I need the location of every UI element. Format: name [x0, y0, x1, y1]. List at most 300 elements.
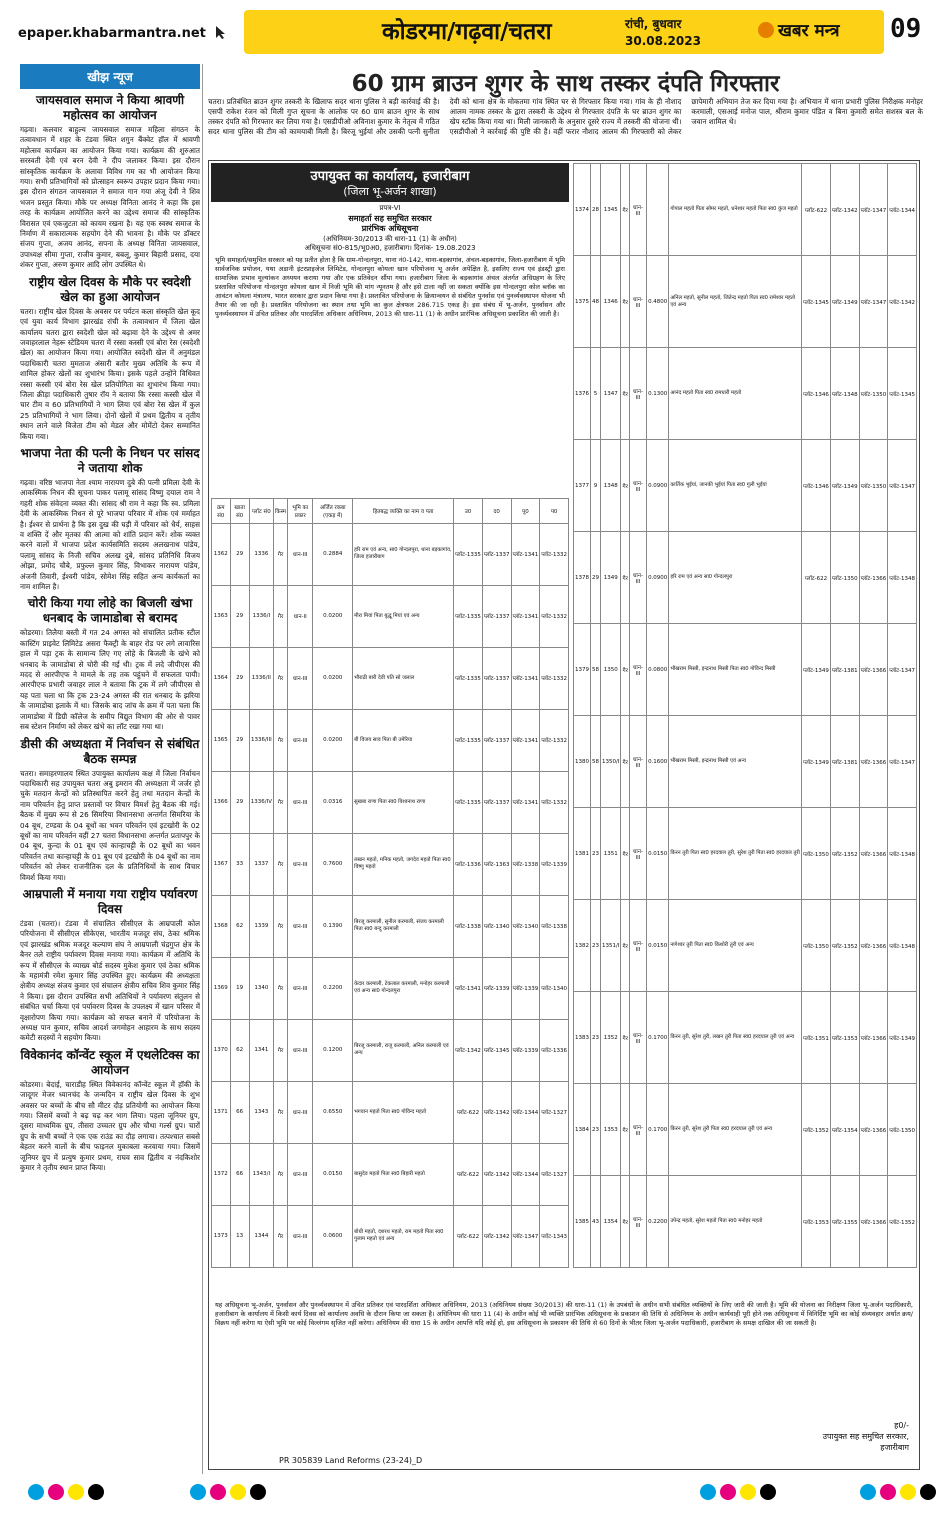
cell-n: प्लॉट-1353: [802, 1176, 831, 1268]
cell-s: प्लॉट-1342: [482, 1143, 511, 1205]
notice-act: (अधिनियम-30/2013 की धारा-11 (1) के अधीन): [323, 234, 457, 243]
cell-area: 0.0150: [647, 808, 669, 900]
cell-no: 1367: [212, 833, 231, 895]
column-header: द0: [482, 498, 511, 523]
registration-dot: [190, 1484, 206, 1500]
cell-area: 0.0200: [313, 709, 353, 771]
cell-kism: गैर: [273, 523, 287, 585]
table-row: [212, 1143, 569, 1205]
cell-area: [647, 164, 669, 256]
registration-dot: [740, 1484, 756, 1500]
cell-khata: 23: [591, 900, 601, 992]
cell-e: प्लॉट-1366: [859, 900, 888, 992]
cell-e: प्लॉट-1347: [859, 164, 888, 256]
cell-plot: 1347: [601, 348, 621, 440]
cell-e: प्लॉट-1366: [859, 1084, 888, 1176]
signature-block: [823, 1420, 909, 1453]
cell-owner: भगवान महतो पिता स्व0 गोविन्द महतो: [353, 1081, 454, 1143]
cell-plot: 1348: [601, 440, 621, 532]
cell-type: धान-III: [288, 833, 313, 895]
cell-n: प्लॉट-622: [454, 1081, 483, 1143]
cell-area: 0.6550: [313, 1081, 353, 1143]
cell-area: 0.1390: [313, 895, 353, 957]
cell-khata: 5: [591, 348, 601, 440]
cell-area: 0.1700: [647, 1084, 669, 1176]
cell-w: प्लॉट-1348: [888, 900, 917, 992]
cell-s: प्लॉट-1349: [830, 256, 859, 348]
cell-n: प्लॉट-1342: [454, 1019, 483, 1081]
cell-type: धान-III: [288, 647, 313, 709]
cell-s: प्लॉट-1337: [482, 523, 511, 585]
table-row: [574, 992, 917, 1084]
cell-n: प्लॉट-1349: [802, 624, 831, 716]
registration-dot: [900, 1484, 916, 1500]
column-header: प्लॉट सं0: [249, 498, 273, 523]
dateline: [625, 16, 701, 50]
cell-type: धान-III: [288, 957, 313, 1019]
cell-type: धान-III: [288, 771, 313, 833]
cell-khata: 29: [230, 709, 249, 771]
cell-s: प्लॉट-1348: [830, 348, 859, 440]
notice-subject: समाहर्ता सह समुचित सरकार: [348, 213, 432, 223]
cell-area: 0.4800: [647, 256, 669, 348]
table-row: [212, 523, 569, 585]
cell-s: प्लॉट-1342: [482, 1205, 511, 1267]
cell-n: प्लॉट-622: [454, 1143, 483, 1205]
cell-plot: 1354: [601, 1176, 621, 1268]
cell-plot: 1343/I: [249, 1143, 273, 1205]
section-label: खीझ न्यूज: [20, 64, 200, 89]
cell-area: 0.0316: [313, 771, 353, 833]
registration-dot: [700, 1484, 716, 1500]
cell-e: प्लॉट-1366: [859, 992, 888, 1084]
cell-w: प्लॉट-1332: [540, 647, 569, 709]
cell-khata: 58: [591, 716, 601, 808]
news-story: [20, 737, 200, 883]
news-story: [20, 446, 200, 592]
notice-body: भूमि समाहर्ता/समुचित सरकार को यह प्रतीत होता है कि ग्राम-गोन्दलपुरा, थाना नं0-142, थाना-बड़कागांव, अंचल-बड़कागांव, जिला-हजारीबाग में भूमि सार्वजनिक प्रयोजन, यथा अडानी इंटरप्राइजेज लिमिटेड, गोन्दलपुरा कोयला खान परियोजना भू अर्जन अपेक्षित है, इसलिए राज्य एवं इंडस्ट्री द्वारा सामाजिक प्रभाव मूल्यांकन अध्ययन कराया गया और एक प्रतिवेदन सौंपा गया। हजारीबाग जिला के बड़कागांव अंचल अंतर्गत अधिग्रहण के लिए प्रस्तावित परियोजना गोन्दलपुरा कोयला खान में निजी भूमि की मांग न्यूनतम है और इसे टाला नहीं जा सकता क्योंकि इस गोन्दलपुरा कोल ब्लॉक का आवंटन कोयला मंत्रालय, भारत सरकार द्वारा प्रदान किया गया है। प्रस्तावित परियोजना के क्रियान्वयन से संबंधित पुनर्वास एवं पुनर्व्यवस्थापन योजना भी तैयार की जा रही है। प्रस्तावित परियोजना का स्थान तथा भूमि का कुल क्षेत्रफल 286.715 एकड़ है। इस संबंध में भू-अर्जन, पुनर्वासन और पुनर्व्यवस्थापन में उचित प्रतिकर और पारदर्शिता अधिकार अधिनियम, 2013 की धारा-11 (1) के अधीन प्रारंभिक अधिसूचना प्रकाशित की जाती है।: [215, 255, 565, 318]
cell-s: प्लॉट-1342: [830, 164, 859, 256]
cell-owner: गोपाल महतो पिता सोमर महतो, धनेश्वर महतो पिता स्व0 कुंज महतो: [669, 164, 802, 256]
cell-type: धान-III: [288, 1205, 313, 1267]
cell-w: प्लॉट-1352: [888, 1176, 917, 1268]
cell-kism: गैर: [621, 808, 629, 900]
cell-no: 1380: [574, 716, 591, 808]
cell-owner: अनिल महतो, सुनील महतो, जितेन्द्र महतो पिता स्व0 रामेश्वर महतो एवं अन्य: [669, 256, 802, 348]
cell-kism: गैर: [273, 585, 287, 647]
cell-w: प्लॉट-1348: [888, 808, 917, 900]
cell-owner: उपेन्द्र महतो, सुरेश महतो पिता स्व0 मनोहर महतो: [669, 1176, 802, 1268]
notice-intro: [215, 204, 565, 254]
cell-type: धान-III: [629, 992, 646, 1084]
cell-w: प्लॉट-1338: [540, 895, 569, 957]
cell-type: धान-III: [629, 256, 646, 348]
story-title: भाजपा नेता की पत्नी के निधन पर सांसद ने जताया शोक: [20, 445, 200, 475]
cell-area: 0.0800: [647, 624, 669, 716]
registration-dot: [68, 1484, 84, 1500]
table-row: [212, 771, 569, 833]
notice-header: [211, 163, 569, 202]
place-day: रांची, बुधवार: [625, 17, 682, 31]
cell-plot: 1340: [249, 957, 273, 1019]
cell-khata: 29: [230, 771, 249, 833]
cell-owner: बिरजू करमाली, राजू करमाली, अनिल करमाली एवं अन्य: [353, 1019, 454, 1081]
table-row: [574, 808, 917, 900]
cell-owner: सुखबा राणा पिता स्व0 विश्वनाथ राणा: [353, 771, 454, 833]
cell-w: प्लॉट-1332: [540, 585, 569, 647]
cell-type: धान-III: [629, 808, 646, 900]
cell-area: 0.0150: [647, 900, 669, 992]
story-body: टंडवा (चतरा)। टंडवा में संचालित सीसीएल के आम्रपाली कोल परियोजना में सीसीएल सीकेएस, भारतीय मजदूर संघ, ठेका श्रमिक एवं झारखंड श्रमिक मजदूर कल्याण संघ ने आम्रपाली चंद्रगुप्त क्षेत्र के बैनर तले राष्ट्रीय पर्यावरण दिवस मनाया गया। कार्यक्रम में अतिथि के रूप में सीसीएल के व्याख्य बोर्ड सदस्य मुकेश कुमार एवं ठेका श्रमिक के महामंत्री रमेश कुमार सिंह उपस्थित हुए। कार्यक्रम की अध्यक्षता क्षेत्रीय अध्यक्ष संजय कुमार एवं संचालन क्षेत्रीय सचिव शिव कुमार सिंह ने किया। इस दौरान उपस्थित सभी अतिथियों ने पर्यावरण संतुलन से संबंधित चर्चा किया एवं पर्यावरण दिवस के उपलक्ष्य में खान परिसर में वृक्षारोपण किया गया। कार्यक्रम को सफल बनाने में परियोजना के अध्यक्ष पान कुमार, सचिव आदर्श जगमोहन आहारम के साथ सदस्य कमेटी सदस्यों ने सहयोग किया।: [20, 918, 200, 1043]
column-header: उ0: [454, 498, 483, 523]
cell-e: प्लॉट-1339: [511, 957, 540, 1019]
cell-e: प्लॉट-1347: [859, 256, 888, 348]
cell-type: धान-III: [288, 523, 313, 585]
cell-kism: गैर: [621, 348, 629, 440]
notice-office: उपायुक्त का कार्यालय, हजारीबाग: [310, 169, 470, 184]
cell-e: प्लॉट-1366: [859, 808, 888, 900]
cell-w: प्लॉट-1345: [888, 348, 917, 440]
cell-plot: 1344: [249, 1205, 273, 1267]
cell-plot: 1337: [249, 833, 273, 895]
registration-dot: [720, 1484, 736, 1500]
cell-e: प्लॉट-1366: [859, 716, 888, 808]
cell-khata: 29: [230, 585, 249, 647]
notice-right-panel: [573, 163, 917, 1467]
cell-khata: 23: [591, 1084, 601, 1176]
cell-khata: 33: [230, 833, 249, 895]
cell-plot: 1346: [601, 256, 621, 348]
cell-kism: गैर: [273, 1019, 287, 1081]
cell-area: 0.0200: [313, 585, 353, 647]
cell-kism: गैर: [621, 1084, 629, 1176]
registration-dot: [760, 1484, 776, 1500]
cell-khata: 62: [230, 895, 249, 957]
cell-e: प्लॉट-1366: [859, 1176, 888, 1268]
cell-type: धान-III: [629, 440, 646, 532]
cell-s: प्लॉट-1339: [482, 957, 511, 1019]
site-url[interactable]: epaper.khabarmantra.net: [18, 26, 206, 41]
cell-w: प्लॉट-1348: [888, 532, 917, 624]
table-row: [574, 1084, 917, 1176]
cell-kism: गैर: [621, 1176, 629, 1268]
issue-date: 30.08.2023: [625, 34, 701, 48]
cell-n: प्लॉट-622: [802, 532, 831, 624]
cell-e: प्लॉट-1338: [511, 833, 540, 895]
cell-no: 1378: [574, 532, 591, 624]
cell-n: प्लॉट-622: [454, 1205, 483, 1267]
cell-n: प्लॉट-1350: [802, 808, 831, 900]
news-story: [20, 1048, 200, 1174]
table-row: [212, 709, 569, 771]
cell-owner: बी विजय साव पिता बी उमेरिया: [353, 709, 454, 771]
cell-area: 0.2200: [313, 957, 353, 1019]
cell-kism: गैर: [273, 647, 287, 709]
registration-dot: [880, 1484, 896, 1500]
cell-owner: लखन महतो, मनिक महतो, जगदेव महतो पिता स्व0 विष्णु महतो: [353, 833, 454, 895]
cell-w: प्लॉट-1347: [888, 440, 917, 532]
cell-plot: 1345: [601, 164, 621, 256]
cell-w: प्लॉट-1344: [888, 164, 917, 256]
cell-plot: 1336/II: [249, 647, 273, 709]
column-header: किस्म: [273, 498, 287, 523]
cell-n: प्लॉट-1338: [454, 895, 483, 957]
cell-no: 1371: [212, 1081, 231, 1143]
column-header: प0: [540, 498, 569, 523]
cell-no: 1375: [574, 256, 591, 348]
cell-khata: 43: [591, 1176, 601, 1268]
cell-owner: बासुदेव महतो पिता स्व0 बिहारी महतो: [353, 1143, 454, 1205]
cell-s: प्लॉट-1354: [830, 1084, 859, 1176]
story-body: कोडरमा। तिलैया बस्ती में गत 24 अगस्त को संचालित प्रतीक स्टील कास्टिंग प्राइवेट लिमिटेड असरा फैक्ट्री के बाहर रोड पर लगे लावारिस हाल में पड़ा ट्रक के सामान्य लिए गए लोहे के बिजली के खंभे को धनबाद के जामाडोबा से चोरी की गई थी। ट्रक में लदे जीपीएस की मदद से आरपीएफ ने मामले के तह तक पहुंचने में सफलता पायी। आरपीएफ प्रभारी जवाहर लाल ने बताया कि ट्रक में लगे जीपीएस से यह पता चला था कि ट्रक 23-24 अगस्त की रात धनबाद के झरिया के जामाडोबा इलाके में था। जिसके बाद जांच के क्रम में पता चला कि जामाडोबा में डिग्री कॉलेज के समीप विद्युत विभाग की ओर से पावर सब स्टेशन निर्माण को लेकर खंभे का लॉट रखा गया था।: [20, 628, 200, 732]
cell-n: प्लॉट-622: [802, 164, 831, 256]
edition-title: कोडरमा/गढ़वा/चतरा: [382, 19, 552, 45]
cell-s: प्लॉट-1352: [830, 900, 859, 992]
cell-khata: 29: [591, 532, 601, 624]
cell-w: प्लॉट-1343: [540, 1205, 569, 1267]
cell-n: प्लॉट-1335: [454, 647, 483, 709]
table-row: [574, 716, 917, 808]
cell-owner: भीखराम मिस्त्री, इन्द्रनाथ मिस्त्री पिता स्व0 गोविन्द मिस्त्री: [669, 624, 802, 716]
cell-w: प्लॉट-1350: [888, 1084, 917, 1176]
news-story: [20, 275, 200, 442]
cell-type: धान-III: [629, 348, 646, 440]
column-header: खाता सं0: [230, 498, 249, 523]
cell-kism: गैर: [621, 164, 629, 256]
cell-no: 1362: [212, 523, 231, 585]
cell-kism: गैर: [273, 709, 287, 771]
table-row: [212, 895, 569, 957]
land-acquisition-notice: [208, 160, 920, 1470]
cell-w: प्लॉट-1347: [888, 624, 917, 716]
column-header: पू0: [511, 498, 540, 523]
cell-e: प्लॉट-1341: [511, 647, 540, 709]
cell-type: धान-III: [629, 164, 646, 256]
cell-area: 0.1200: [313, 1019, 353, 1081]
sign-title: उपायुक्त सह समुचित सरकार,: [822, 1432, 909, 1441]
notice-branch: (जिला भू-अर्जन शाखा): [343, 185, 437, 198]
table-row: [212, 833, 569, 895]
registration-dot: [28, 1484, 44, 1500]
cell-e: प्लॉट-1341: [511, 771, 540, 833]
cell-plot: 1352: [601, 992, 621, 1084]
story-title: राष्ट्रीय खेल दिवस के मौके पर स्वदेशी खेल का हुआ आयोजन: [29, 274, 191, 304]
cell-n: प्लॉट-1346: [802, 440, 831, 532]
cell-n: प्लॉट-1352: [802, 1084, 831, 1176]
cell-khata: 66: [230, 1143, 249, 1205]
table-row: [574, 440, 917, 532]
cell-type: धान-III: [288, 1081, 313, 1143]
story-title: विवेकानंद कॉन्वेंट स्कूल में एथलेटिक्स का आयोजन: [20, 1047, 200, 1077]
cell-khata: 48: [591, 256, 601, 348]
cell-e: प्लॉट-1350: [859, 348, 888, 440]
pointer-icon: [214, 24, 230, 40]
cell-owner: हरि राम एवं अन्य, सा0 गोन्दलपुरा, थाना बड़कागांव, जिला हजारीबाग: [353, 523, 454, 585]
cell-area: 0.1300: [647, 348, 669, 440]
cell-n: प्लॉट-1350: [802, 900, 831, 992]
cell-n: प्लॉट-1335: [454, 523, 483, 585]
cell-s: प्लॉट-1337: [482, 647, 511, 709]
cell-no: 1372: [212, 1143, 231, 1205]
cell-w: प्लॉट-1349: [888, 992, 917, 1084]
cell-plot: 1336: [249, 523, 273, 585]
cell-s: प्लॉट-1342: [482, 1081, 511, 1143]
cell-w: प्लॉट-1332: [540, 709, 569, 771]
cell-type: धान-III: [629, 532, 646, 624]
notice-left-panel: [211, 163, 569, 1467]
news-sidebar: [20, 64, 200, 1474]
story-title: जायसवाल समाज ने किया श्रावणी महोत्सव का आयोजन: [35, 93, 185, 122]
cell-kism: गैर: [621, 716, 629, 808]
cell-no: 1365: [212, 709, 231, 771]
cell-owner: किरन तुरी पिता स्व0 हरदयाल तुरी, सुरेश तुरी पिता स्व0 हरदयाल तुरी: [669, 808, 802, 900]
cell-plot: 1350: [601, 624, 621, 716]
cell-kism: गैर: [273, 957, 287, 1019]
cell-e: प्लॉट-1344: [511, 1143, 540, 1205]
cell-no: 1376: [574, 348, 591, 440]
cell-w: प्लॉट-1347: [888, 716, 917, 808]
column-divider: [202, 64, 203, 1474]
table-row: [574, 164, 917, 256]
cell-n: प्लॉट-1335: [454, 709, 483, 771]
story-body: गढ़वा। कलवार बाहुल्य जायसवाल समाज महिला संगठन के तत्वावधान में शहर के टंडवा स्थित शगुन बैंक्वेट हॉल में श्रावणी महोत्सव कार्यक्रम का आयोजन किया गया। कार्यक्रम की शुरुआत सरस्वती देवी एवं बरन देवी ने दीप जलाकर किया। इस दौरान सांस्कृतिक कार्यक्रम के अलावा विविध गम का भी आयोजन किया गया। सभी प्रतिभागियों को प्रोत्साहन स्वरूप उपहार प्रदान किया गया। इस दौरान संगठन जायसवाल ने समाज गान गया अंजू देवी ने शिव भजन प्रस्तुत किया। मौके पर अध्यक्ष विनिता आनंद ने कहा कि इस तरह के कार्यक्रम आयोजित करने का उद्देश्य समाज की सांस्कृतिक विरासत एवं एकजुटता को कायम रखना है। यह एक स्वस्थ समाज के निर्माण में सकारात्मक सहयोग देने की भावना है। मौके पर डॉक्टर संजय गुप्ता, अजय आनंद, सपना के अध्यक्ष विनिता जायसवाल, उपाध्यक्ष सीमा गुप्ता, राजीव कुमार, बबलू, कुमार बिहारी प्रसाद, दया शंकर गुप्ता, अरुण कुमार आदि लोग उपस्थित थे।: [20, 125, 200, 270]
cell-e: प्लॉट-1366: [859, 532, 888, 624]
cell-plot: 1349: [601, 532, 621, 624]
land-table-left: [211, 498, 569, 1268]
table-row: [574, 900, 917, 992]
cell-w: प्लॉट-1327: [540, 1143, 569, 1205]
cell-no: 1385: [574, 1176, 591, 1268]
table-row: [212, 957, 569, 1019]
registration-dot: [48, 1484, 64, 1500]
cell-plot: 1336/I: [249, 585, 273, 647]
table-row: [212, 1205, 569, 1267]
cell-kism: गैर: [621, 992, 629, 1084]
cell-khata: 19: [230, 957, 249, 1019]
cell-khata: 29: [230, 647, 249, 709]
cell-plot: 1351/I: [601, 900, 621, 992]
table-row: [212, 1081, 569, 1143]
cell-kism: गैर: [273, 1205, 287, 1267]
registration-dot: [88, 1484, 104, 1500]
sign-place: हजारीबाग: [880, 1443, 909, 1452]
news-story: [20, 93, 200, 271]
cell-khata: 23: [591, 992, 601, 1084]
table-row: [574, 348, 917, 440]
cell-type: धान-III: [629, 900, 646, 992]
cell-owner: मीरा मियां पिता बुद्धू मियां एवं अन्य: [353, 585, 454, 647]
cell-area: 0.1600: [647, 716, 669, 808]
cell-no: 1379: [574, 624, 591, 716]
cell-kism: गैर: [273, 771, 287, 833]
cell-owner: नागेश्वर तुरी पिता स्व0 किशोरी तुरी एवं अन्य: [669, 900, 802, 992]
cell-s: प्लॉट-1340: [482, 895, 511, 957]
cell-type: धान-III: [629, 1176, 646, 1268]
table-row: [212, 647, 569, 709]
cell-area: 0.0900: [647, 440, 669, 532]
column-header: अर्जित रकबा (एकड़ में): [313, 498, 353, 523]
table-row: [574, 624, 917, 716]
table-row: [574, 256, 917, 348]
cell-w: प्लॉट-1339: [540, 833, 569, 895]
cell-no: 1381: [574, 808, 591, 900]
registration-dot: [860, 1484, 876, 1500]
notice-footer-text: यह अधिसूचना भू-अर्जन, पुनर्वासन और पुनर्व्यवस्थापन में उचित प्रतिकर एवं पारदर्शिता अधिकार अधिनियम, 2013 (अधिनियम संख्या 30/2013) की धारा-11 (1) के उपबंधों के अधीन सभी संबंधित व्यक्तियों के लिए जारी की जाती है। भूमि की योजना का निरीक्षण जिला भू-अर्जन पदाधिकारी, हजारीबाग के कार्यालय में किसी कार्य दिवस को कार्यालय अवधि के दौरान किया जा सकता है। अधिनियम की धारा 11 (4) के अधीन कोई भी व्यक्ति प्रारंभिक अधिसूचना के प्रकाशन की तिथि से अधिनियम के अधीन कार्यवाही पूरी होने तक अधिसूचना में विनिर्दिष्ट भूमि का कोई संव्यवहार अर्थात क्रय/विक्रय नहीं करेगा या ऐसी भूमि पर कोई विल्लंगम सृजित नहीं करेगा। अधिनियम की धारा 15 के अधीन आपत्ति यदि कोई हो, इस अधिसूचना के प्रकाशन की तिथि से 60 दिनों के भीतर जिला भू-अर्जन पदाधिकारी, हजारीबाग के समक्ष दाखिल की जा सकती है।: [215, 1301, 913, 1327]
cell-area: 0.2200: [647, 1176, 669, 1268]
land-table-right: [573, 163, 917, 1268]
cell-plot: 1351: [601, 808, 621, 900]
cell-no: 1364: [212, 647, 231, 709]
story-body: गढ़वा। वरिष्ठ भाजपा नेता श्याम नारायण दुबे की पत्नी प्रमिला देवी के आकस्मिक निधन की सूचना पाकर पलामू सांसद विष्णु दयाल राम ने गहरी शोक संवेदना व्यक्त की। सांसद श्री राम ने कहा कि स्व. प्रमिला देवी के आकस्मिक निधन से पूरे भाजपा परिवार में शोक एवं मर्माहत है। ईश्वर से प्रार्थना है कि इस दुख की घड़ी में परिवार को धैर्य, साहस व शक्ति दें और मृतका की आत्मा को शांति प्रदान करें। शोक व्यक्त करने वालों में भाजपा प्रदेश कार्यसमिति सदस्य अलखनाथ पांडेय, पलामू सांसद के निजी सचिव अलख दुबे, सांसद प्रतिनिधि विजय ओझा, प्रमोद चौबे, प्रफुल्ल कुमार सिंह, विभाकर नारायण पांडेय, अंजनी तिवारी, ईश्वरी पांडेय, सोमेश सिंह सहित अन्य कार्यकर्ता का नाम शामिल है।: [20, 477, 200, 592]
cell-e: प्लॉट-1350: [859, 440, 888, 532]
story-title: आम्रपाली में मनाया गया राष्ट्रीय पर्यावरण दिवस: [22, 886, 198, 916]
cell-kism: गैर: [273, 1081, 287, 1143]
story-body: कोडरमा। बेदाई, चाराडीह स्थित विवेकानंद कॉन्वेंट स्कूल में हॉकी के जादूगर मेजर ध्यानचंद के जन्मदिन व राष्ट्रीय खेल दिवस के शुभ अवसर पर बच्चों के बीच सौ मीटर दौड़ प्रतियोगी का आयोजन किया गया। जिसमें बच्चों ने बढ़ चढ़ कर भाग लिया। पहला जूनियर ग्रुप, दूसरा माध्यमिक ग्रुप, तीसरा उच्चतर ग्रुप और चौथा गर्ल्स ग्रुप। चारों ग्रुप के सभी बच्चों ने एक एक राउंड का दौड़ लगाया। तत्पश्चात सबसे बेहतर करने वालों के बीच फाइनल मुकाबला करवाया गया। जिसमें जूनियर ग्रुप में प्रत्युष कुमार प्रथम, राघव साव द्वितीय व नंदकिशोर कुमार ने तृतीय स्थान प्राप्त किया।: [20, 1079, 200, 1173]
cell-s: प्लॉट-1352: [830, 808, 859, 900]
cell-plot: 1336/III: [249, 709, 273, 771]
table-row: [212, 585, 569, 647]
registration-marks: [0, 1478, 945, 1508]
cell-khata: 29: [230, 523, 249, 585]
cell-no: 1363: [212, 585, 231, 647]
cell-n: प्लॉट-1346: [802, 348, 831, 440]
cell-type: धान-III: [629, 624, 646, 716]
cell-no: 1384: [574, 1084, 591, 1176]
cell-s: प्लॉट-1345: [482, 1019, 511, 1081]
cell-khata: 23: [591, 808, 601, 900]
cell-w: प्लॉट-1332: [540, 771, 569, 833]
cell-owner: बोधी महतो, दशरथ महतो, राम महतो पिता स्व0 गुलाम महतो एवं अन्य: [353, 1205, 454, 1267]
cell-plot: 1353: [601, 1084, 621, 1176]
page-number: 09: [890, 14, 922, 44]
table-row: [574, 532, 917, 624]
cell-e: प्लॉट-1339: [511, 1019, 540, 1081]
cell-area: 0.0600: [313, 1205, 353, 1267]
cell-no: 1369: [212, 957, 231, 1019]
cell-no: 1382: [574, 900, 591, 992]
brand-name: खबर मन्त्र: [778, 21, 840, 41]
cell-kism: गैर: [621, 440, 629, 532]
column-header: हितबद्ध व्यक्ति का नाम व पता: [353, 498, 454, 523]
cell-e: प्लॉट-1340: [511, 895, 540, 957]
cell-e: प्लॉट-1347: [511, 1205, 540, 1267]
cell-type: धान-III: [288, 709, 313, 771]
cell-area: 0.0900: [647, 532, 669, 624]
cell-e: प्लॉट-1341: [511, 585, 540, 647]
news-story: [20, 596, 200, 732]
cell-w: प्लॉट-1327: [540, 1081, 569, 1143]
cell-w: प्लॉट-1336: [540, 1019, 569, 1081]
cell-type: धान-III: [629, 716, 646, 808]
cell-kism: गैर: [273, 833, 287, 895]
cell-s: प्लॉट-1349: [830, 440, 859, 532]
cell-khata: 58: [591, 624, 601, 716]
cell-plot: 1343: [249, 1081, 273, 1143]
cell-kism: गैर: [621, 256, 629, 348]
cell-n: प्लॉट-1349: [802, 716, 831, 808]
table-row: [574, 1176, 917, 1268]
cell-no: 1377: [574, 440, 591, 532]
cell-e: प्लॉट-1341: [511, 709, 540, 771]
main-story-body: चतरा। प्रतिबंधित ब्राउन शुगर तस्करी के खिलाफ सदर थाना पुलिस ने बड़ी कार्रवाई की है। एसपी राकेश रंजन को मिली गुप्त सूचना के आलोक पर 60 ग्राम ब्राउन शुगर के साथ तस्कर दंपति को गिरफ्तार कर लिया गया है। एसडीपीओ अविनाश कुमार के नेतृत्व में गठित सदर थाना पुलिस की टीम को कामयाबी मिली है। बिरजू भुईयां और उसकी पत्नी सुनीता देवी को थाना क्षेत्र के मोकतमा गांव स्थित घर से गिरफ्तार किया गया। गांव के ही नौशाद आलम नामक तस्कर के द्वारा तस्करी के उद्देश्य से गिरफ्तार दंपति के घर ब्राउन शुगर का खेप स्टॉक किया गया था। मिली जानकारी के अनुसार दूसरे राज्य में तस्करी की योजना थी। एसडीपीओ ने कार्रवाई की पुष्टि की है। वहीं फरार नौशाद आलम की गिरफ्तारी को लेकर छापेमारी अभियान तेज कर दिया गया है। अभियान में थाना प्रभारी पुलिस निरीक्षक मनोहर करमाली, एसआई मनोज पाल, श्रीराम कुमार पंडित व बिना कुमारी समेत सशस्त्र बल के जवान शामिल थे।: [208, 97, 923, 136]
story-title: चोरी किया गया लोहे का बिजली खंभा धनबाद के जामाडोबा से बरामद: [27, 596, 193, 626]
cell-owner: आनंद महतो पिता स्व0 रामधारी महतो: [669, 348, 802, 440]
registration-dot: [210, 1484, 226, 1500]
cell-no: 1366: [212, 771, 231, 833]
cell-s: प्लॉट-1381: [830, 624, 859, 716]
cell-e: प्लॉट-1344: [511, 1081, 540, 1143]
registration-dot: [920, 1484, 936, 1500]
